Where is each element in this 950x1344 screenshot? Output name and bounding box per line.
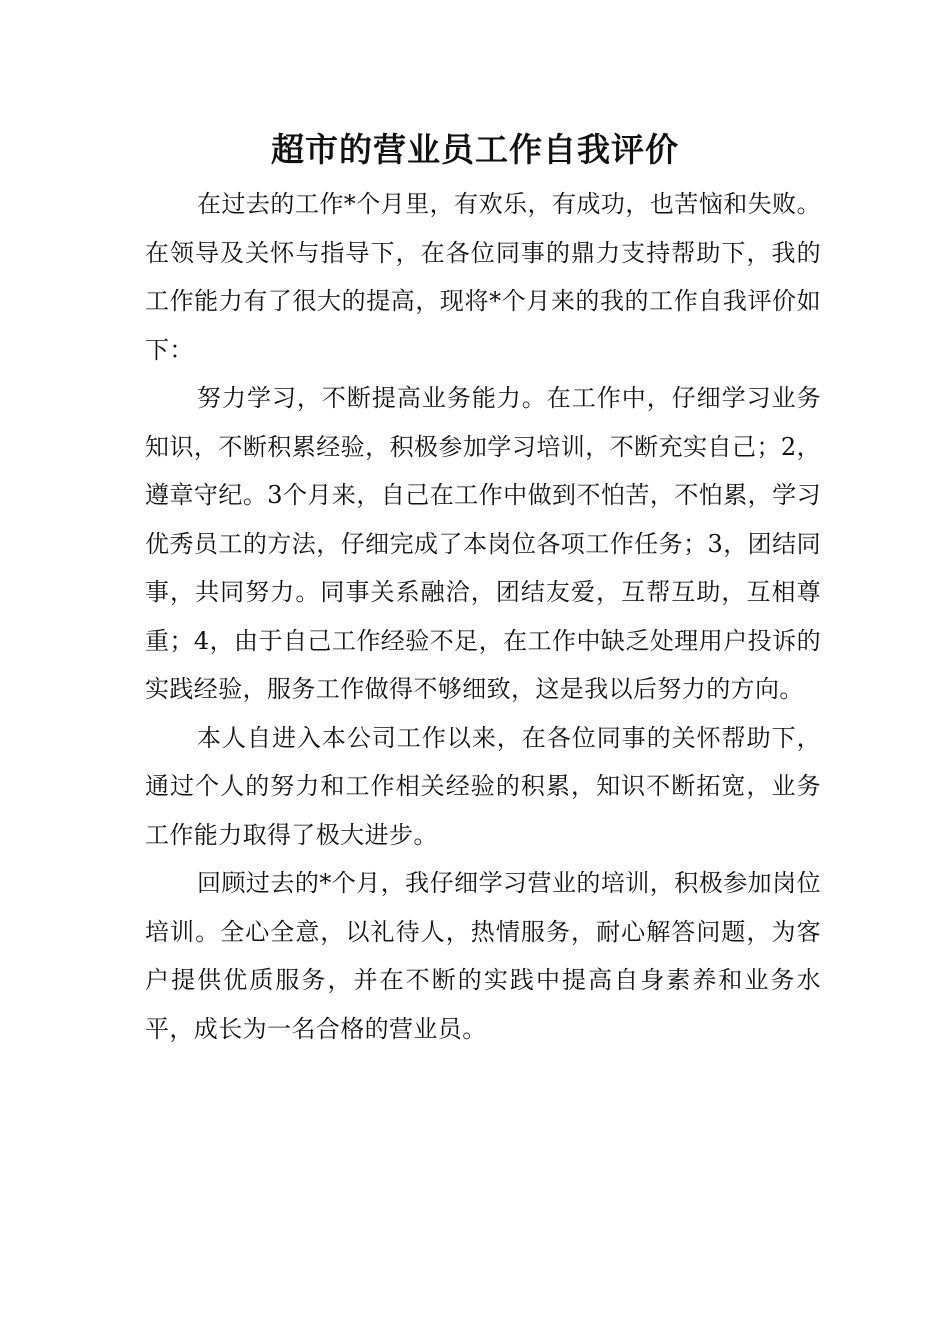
document-title: 超市的营业员工作自我评价 xyxy=(271,130,679,169)
paragraph-1: 在过去的工作*个月里，有欢乐，有成功，也苦恼和失败。在领导及关怀与指导下，在各位同事的鼎力支持帮助下，我的工作能力有了很大的提高，现将*个月来的我的工作自我评价如下： xyxy=(145,190,821,364)
paragraph-4: 回顾过去的*个月，我仔细学习营业的培训，积极参加岗位培训。全心全意，以礼待人，热情服务，耐心解答问题，为客户提供优质服务，并在不断的实践中提高自身素养和业务水平，成长为一名合格的营业员。 xyxy=(145,869,821,1043)
paragraph-2: 努力学习，不断提高业务能力。在工作中，仔细学习业务知识，不断积累经验，积极参加学习培训，不断充实自己；2，遵章守纪。3个月来，自己在工作中做到不怕苦，不怕累，学习优秀员工的方法，仔细完成了本岗位各项工作任务；3，团结同事，共同努力。同事关系融洽，团结友爱，互帮互助，互相尊重；4，由于自己工作经验不足，在工作中缺乏处理用户投诉的实践经验，服务工作做得不够细致，这是我以后努力的方向。 xyxy=(145,384,821,703)
paragraph-3: 本人自进入本公司工作以来，在各位同事的关怀帮助下，通过个人的努力和工作相关经验的积累，知识不断拓宽，业务工作能力取得了极大进步。 xyxy=(145,723,821,849)
document-body xyxy=(145,180,821,1053)
